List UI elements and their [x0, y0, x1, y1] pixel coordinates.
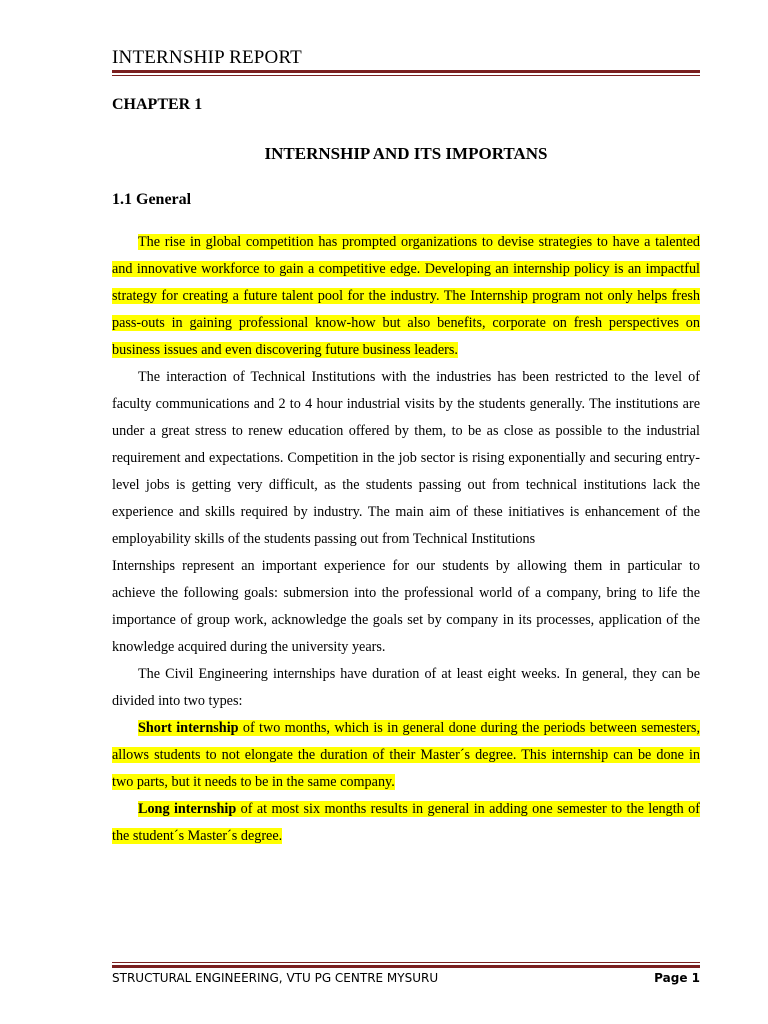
paragraph-4: The Civil Engineering internships have duration of at least eight weeks. In general, they can be divided into two types: [112, 666, 700, 709]
header-rule-thick [112, 70, 700, 73]
running-header-title: INTERNSHIP REPORT [112, 47, 302, 68]
highlight [112, 720, 700, 790]
header-rule-thin [112, 75, 700, 76]
long-internship-term: Long internship [138, 801, 237, 817]
body-text [112, 229, 700, 850]
chapter-label: CHAPTER 1 [112, 96, 203, 113]
footer-rule-thick [112, 965, 700, 968]
chapter-title: INTERNSHIP AND ITS IMPORTANS [264, 144, 548, 163]
highlight [112, 801, 700, 844]
paragraph-5 [112, 715, 700, 796]
footer-rule-thin [112, 962, 700, 963]
paragraph-3: Internships represent an important experience for our students by allowing them in particular to achieve the following goals: submersion into the professional world of a company, bring to life the importance of group work, acknowledge the goals set by company in its processes, application of the knowledge acquired during the university years. [112, 558, 700, 655]
short-internship-term: Short internship [138, 720, 239, 736]
page-footer [112, 971, 700, 985]
paragraph-2: The interaction of Technical Institutions with the industries has been restricted to the level of faculty communications and 2 to 4 hour industrial visits by the students generally. The institutions are under a great stress to renew education offered by them, to be as close as possible to the industrial requirement and expectations. Competition in the job sector is rising exponentially and securing entry-level jobs is getting very difficult, as the students passing out from technical institutions lack the experience and skills required by industry. The main aim of these initiatives is enhancement of the employability skills of the students passing out from Technical Institutions [112, 369, 700, 547]
page-number: Page 1 [654, 971, 700, 985]
paragraph-1 [112, 229, 700, 364]
highlight: The rise in global competition has prompted organizations to devise strategies to have a talented and innovative workforce to gain a competitive edge. Developing an internship policy is an impactful strategy for creating a future talent pool for the industry. The Internship program not only helps fresh pass-outs in gaining professional know-how but also benefits, corporate on fresh perspectives on business issues and even discovering future business leaders. [112, 234, 700, 358]
paragraph-6 [112, 796, 700, 850]
long-internship-text: of at most six months results in general in adding one semester to the length of the student´s Master´s degree. [112, 801, 700, 844]
footer-institution: STRUCTURAL ENGINEERING, VTU PG CENTRE MYSURU [112, 971, 439, 985]
short-internship-text: of two months, which is in general done during the periods between semesters, allows students to not elongate the duration of their Master´s degree. This internship can be done in two parts, but it needs to be in the same company. [112, 720, 701, 790]
section-heading: 1.1 General [112, 191, 192, 208]
